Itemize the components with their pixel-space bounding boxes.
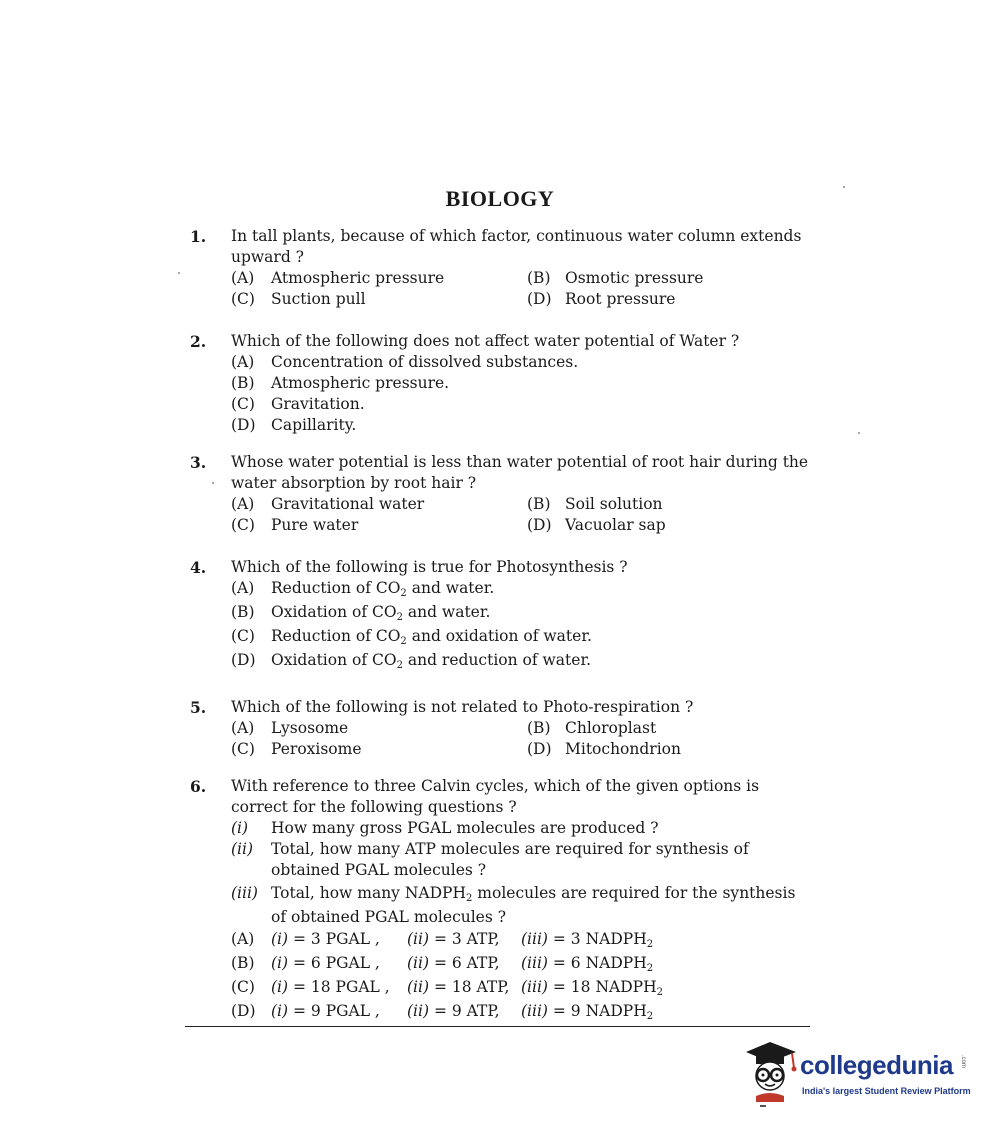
option-d-label: (D) (231, 651, 256, 669)
sub-question-i (231, 818, 815, 839)
scan-speck (843, 186, 845, 188)
option-b-text: Oxidation of $CO_2$ and water. (271, 603, 491, 623)
question-number: 2. (190, 332, 207, 351)
question-number: 5. (190, 698, 207, 717)
option-c-label: (C) (231, 627, 255, 645)
option-a-label: (A) (231, 269, 255, 287)
option-b-label: (B) (231, 603, 255, 621)
option-b-label: (B) (231, 954, 255, 972)
option-a-text: Atmospheric pressure (271, 269, 445, 287)
question-text: In tall plants, because of which factor, continuous water column extends upward ? (231, 227, 802, 266)
page-title: BIOLOGY (445, 186, 555, 211)
mascot-icon (742, 1038, 800, 1110)
option-c-text: Peroxisome (271, 740, 362, 758)
scan-speck (178, 272, 180, 274)
option-row (231, 268, 815, 289)
option-d-text: Capillarity. (271, 416, 357, 434)
option-c-label: (C) (231, 978, 255, 996)
question-5 (190, 697, 815, 760)
option-c-text: Suction pull (271, 290, 366, 308)
option-d-label: (D) (231, 416, 256, 434)
sub-question-label: (ii) (231, 840, 254, 858)
option-d (231, 415, 815, 436)
option-a-text: Concentration of dissolved substances. (271, 353, 579, 371)
question-text: Whose water potential is less than water potential of root hair during the water absorption by root hair ? (231, 453, 809, 492)
option-d-text: Oxidation of $CO_2$ and reduction of water. (271, 651, 592, 671)
question-text: Which of the following does not affect water potential of Water ? (231, 332, 740, 350)
option-c-label: (C) (231, 290, 255, 308)
bottom-divider (185, 1026, 810, 1027)
question-number: 1. (190, 227, 207, 246)
option-b-label: (B) (527, 269, 551, 287)
logo-wordmark: collegedunia (800, 1050, 953, 1080)
question-3 (190, 452, 815, 536)
option-row (231, 289, 815, 310)
option-row (231, 718, 815, 739)
option-c (231, 626, 815, 650)
option-c-text: Gravitation. (271, 395, 365, 413)
sub-question-text: How many gross PGAL molecules are produced ? (271, 819, 659, 837)
question-text: With reference to three Calvin cycles, which of the given options is correct for the following questions ? (231, 777, 760, 816)
option-d-label: (D) (527, 290, 552, 308)
option-c-label: (C) (231, 516, 255, 534)
scan-speck (858, 432, 860, 434)
scan-speck (212, 482, 214, 484)
option-row (231, 515, 815, 536)
option-c-label: (C) (231, 395, 255, 413)
logo-domain: .com (960, 1055, 966, 1069)
option-b-label: (B) (527, 495, 551, 513)
option-row (231, 494, 815, 515)
question-text: Which of the following is true for Photosynthesis ? (231, 558, 628, 576)
option-b-label: (B) (527, 719, 551, 737)
option-b (231, 373, 815, 394)
option-b-text: Soil solution (565, 495, 663, 513)
option-row (231, 739, 815, 760)
sub-question-label: (iii) (231, 884, 258, 902)
option-a-text: Gravitational water (271, 495, 425, 513)
option-b-text: Chloroplast (565, 719, 657, 737)
sub-question-label: (i) (231, 819, 249, 837)
question-4 (190, 557, 815, 674)
sub-question-text: Total, how many $NADPH_2$ molecules are required for the synthesis of obtained PGAL molecules ? (271, 884, 796, 926)
option-d-label: (D) (231, 1002, 256, 1020)
sub-question-iii (231, 881, 815, 929)
question-number: 4. (190, 558, 207, 577)
option-a (231, 352, 815, 373)
logo-tagline: India's largest Student Review Platform (802, 1086, 971, 1096)
option-b (231, 602, 815, 626)
option-d (231, 650, 815, 674)
sub-question-text: Total, how many ATP molecules are required for synthesis of obtained PGAL molecules ? (271, 840, 749, 879)
option-d-label: (D) (527, 740, 552, 758)
question-number: 6. (190, 777, 207, 796)
option-c: (C) (i) = 18 PGAL , (ii) = 18 ATP, (iii) = 18 $NADPH_2$ (231, 978, 663, 998)
option-d-text: Root pressure (565, 290, 676, 308)
option-b: (B) (i) = 6 PGAL , (ii) = 6 ATP, (iii) = 6 $NADPH_2$ (231, 954, 654, 974)
option-a: (A) (i) = 3 PGAL , (ii) = 3 ATP, (iii) = 3 $NADPH_2$ (231, 930, 654, 950)
option-c-text: Pure water (271, 516, 359, 534)
option-c-label: (C) (231, 740, 255, 758)
option-d: (D) (i) = 9 PGAL , (ii) = 9 ATP, (iii) = 9 $NADPH_2$ (231, 1002, 654, 1022)
option-d-label: (D) (527, 516, 552, 534)
option-a (231, 578, 815, 602)
question-text: Which of the following is not related to Photo-respiration ? (231, 698, 694, 716)
option-c (231, 394, 815, 415)
option-b-text: Osmotic pressure (565, 269, 704, 287)
option-b-label: (B) (231, 374, 255, 392)
question-1 (190, 226, 815, 310)
option-a-label: (A) (231, 495, 255, 513)
question-6 (190, 776, 815, 1025)
option-a-label: (A) (231, 719, 255, 737)
option-a-text: Lysosome (271, 719, 349, 737)
question-2 (190, 331, 815, 436)
option-d-text: Vacuolar sap (565, 516, 666, 534)
option-b-text: Atmospheric pressure. (271, 374, 450, 392)
option-a-text: Reduction of $CO_2$ and water. (271, 579, 495, 599)
option-c-text: Reduction of $CO_2$ and oxidation of water. (271, 627, 592, 647)
option-d-text: Mitochondrion (565, 740, 681, 758)
option-a-label: (A) (231, 579, 255, 597)
option-a-label: (A) (231, 353, 255, 371)
option-a-label: (A) (231, 930, 255, 948)
collegedunia-logo (742, 1038, 972, 1110)
question-number: 3. (190, 453, 207, 472)
sub-question-ii (231, 839, 815, 881)
